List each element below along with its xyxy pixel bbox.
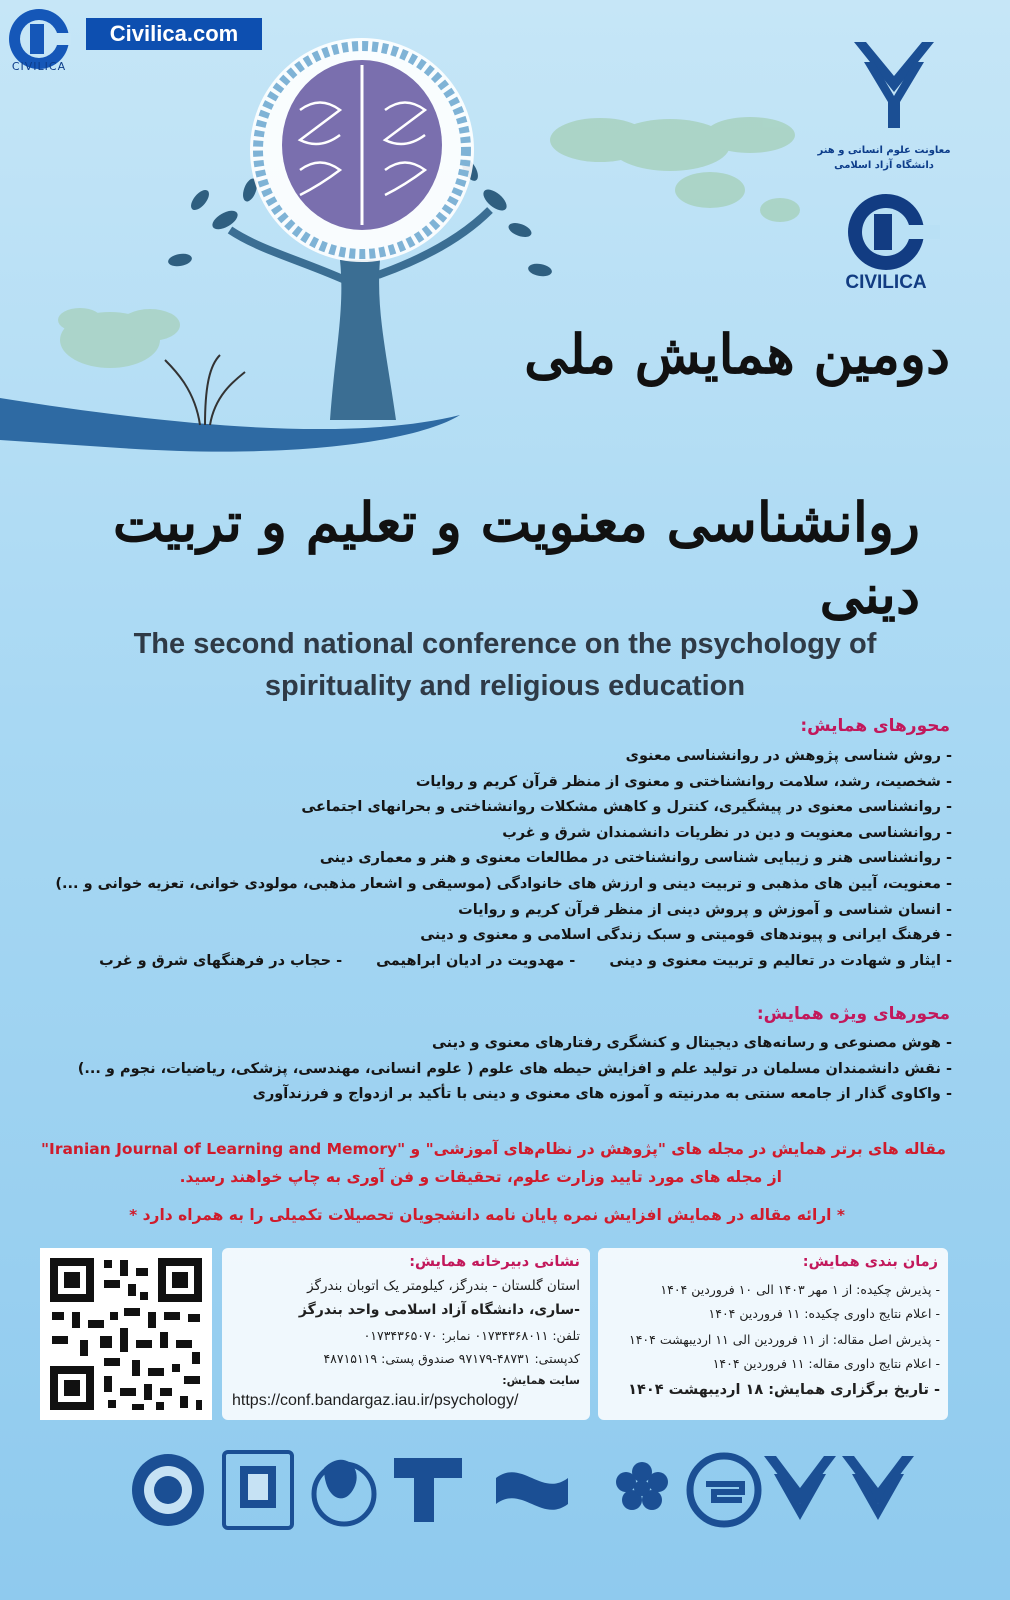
civilica-logo	[832, 192, 940, 272]
partner-book-logo	[218, 1448, 298, 1532]
site-label: سایت همایش:	[502, 1374, 580, 1387]
special-axes-item: - نقش دانشمندان مسلمان در تولید علم و افزایش حیطه های علوم ( علوم انسانی، مهندسی، پزشکی، ریاضیات، نجوم و ...)	[77, 1060, 952, 1077]
civilica-site-badge[interactable]: Civilica.com	[86, 18, 262, 50]
special-axes-item: - هوش مصنوعی و رسانه‌های دیجیتال و کنشگری رفتارهای معنوی و دینی	[432, 1035, 952, 1051]
axes-list	[22, 744, 952, 974]
axes-item: - انسان شناسی و آموزش و پروش دینی از منظر قرآن کریم و روایات	[458, 901, 952, 918]
address-line: استان گلستان - بندرگز، کیلومتر یک اتوبان بندرگز	[307, 1278, 580, 1294]
brain-tree-illustration	[0, 20, 760, 460]
axes-item: - روانشناسی معنوی در پیشگیری، کنترل و کاهش مشکلات روانشناختی و بحرانهای اجتماعی	[301, 799, 952, 816]
qr-code[interactable]	[40, 1248, 212, 1420]
title-en-line2: spirituality and religious education	[264, 670, 746, 702]
axes-item: - روانشناسی هنر و زیبایی شناسی روانشناختی در مطالعات معنوی و هنر و معماری دینی	[319, 850, 952, 867]
axes-item: - حجاب در فرهنگهای شرق و غرب	[99, 952, 343, 969]
secretariat-address-box	[222, 1248, 590, 1420]
axes-item: - مهدویت در ادیان ابراهیمی	[376, 952, 576, 969]
special-axes-heading: محورهای ویژه همایش:	[756, 1004, 950, 1024]
islamic-azad-university-logo	[848, 32, 940, 132]
axes-item: - روش شناسی پژوهش در روانشناسی معنوی	[625, 748, 952, 764]
schedule-box	[598, 1248, 948, 1420]
schedule-title: زمان بندی همایش:	[802, 1254, 938, 1270]
journal-note: مقاله های برتر همایش در مجله های "پژوهش در نظام‌های آموزشی" و "Iranian Journal of Learning and Memory"	[40, 1140, 946, 1158]
partner-civilica-circle-logo	[684, 1448, 764, 1532]
address-line: -ساری، دانشگاه آزاد اسلامی واحد بندرگز	[298, 1302, 580, 1318]
partner-student-basij-logo	[388, 1448, 468, 1532]
civilica-watermark-label: CIVILICA	[11, 60, 67, 73]
schedule-item: - اعلام نتایج داوری چکیده: ۱۱ فروردین ۱۴۰۴	[708, 1306, 940, 1321]
partner-iau-bandargaz-logo	[838, 1448, 918, 1532]
journal-note-2: از مجله های مورد تایید وزارت علوم، تحقیقات و فن آوری به چاپ خواهند رسید.	[179, 1168, 782, 1186]
axes-item: - ایثار و شهادت در تعالیم و تربیت معنوی و دینی	[609, 952, 952, 969]
axes-item: - فرهنگ ایرانی و پیوندهای قومیتی و سبک زندگی اسلامی و معنوی و دینی	[420, 927, 952, 944]
event-date: - تاریخ برگزاری همایش: ۱۸ اردیبهشت ۱۴۰۴	[628, 1382, 940, 1398]
phone-line: تلفن: ۰۱۷۳۴۳۶۸۰۱۱ نمابر: ۰۱۷۳۴۳۶۵۰۷۰	[363, 1328, 580, 1343]
partner-seal-logo	[128, 1448, 208, 1532]
conference-url-link[interactable]: https://conf.bandargaz.iau.ir/psychology/	[232, 1392, 519, 1409]
civilica-logo-label: CIVILICA	[845, 272, 927, 293]
organizer-caption: معاونت علوم انسانی و هنر دانشگاه آزاد اسلامی	[817, 145, 951, 171]
schedule-item: - پذیرش اصل مقاله: از ۱۱ فروردین الی ۱۱ اردیبهشت ۱۴۰۴	[628, 1332, 940, 1347]
schedule-item: - اعلام نتایج داوری مقاله: ۱۱ فروردین ۱۴۰۴	[712, 1356, 940, 1371]
partner-golestan-logo	[602, 1448, 682, 1532]
axes-item: - روانشناسی معنویت و دین در نظریات دانشمندان شرق و غرب	[502, 824, 952, 841]
axes-item: - معنویت، آیین های مذهبی و تربیت دینی و ارزش های خانوادگی (موسیقی و اشعار مذهبی، مولودی خوانی، تعزیه خوانی و ...)	[55, 875, 952, 892]
title-fa-line2: روانشناسی معنویت و تعلیم و تربیت دینی	[112, 490, 920, 626]
axes-item-multi	[22, 949, 952, 975]
map-cloud-illustration	[540, 100, 810, 240]
address-title: نشانی دبیرخانه همایش:	[409, 1254, 580, 1270]
axes-heading: محورهای همایش:	[800, 716, 950, 736]
title-fa-line1: دومین همایش ملی	[524, 322, 950, 386]
title-en-line1: The second national conference on the psychology of	[133, 628, 877, 660]
thesis-note: * ارائه مقاله در همایش افزایش نمره پایان نامه دانشجویان تحصیلات تکمیلی را به همراه دارد *	[129, 1206, 845, 1224]
axes-item: - شخصیت، رشد، سلامت روانشناختی و معنوی از منظر قرآن کریم و روایات	[415, 773, 952, 790]
schedule-item: - پذیرش چکیده: از ۱ مهر ۱۴۰۳ الی ۱۰ فروردین ۱۴۰۴	[660, 1282, 940, 1297]
partner-iau-logo	[760, 1448, 840, 1532]
partner-globe-logo	[304, 1448, 384, 1532]
special-axes-list	[22, 1031, 952, 1108]
special-axes-item: - واکاوی گذار از جامعه سنتی به مدرنیته و آموزه های معنوی و دینی با تأکید بر ازدواج و فرزندآوری	[252, 1086, 952, 1103]
postal-line: کدپستی: ۴۸۷۳۱-۹۷۱۷۹ صندوق پستی: ۴۸۷۱۵۱۱۹	[323, 1351, 580, 1366]
partner-professors-basij-logo	[492, 1448, 572, 1532]
